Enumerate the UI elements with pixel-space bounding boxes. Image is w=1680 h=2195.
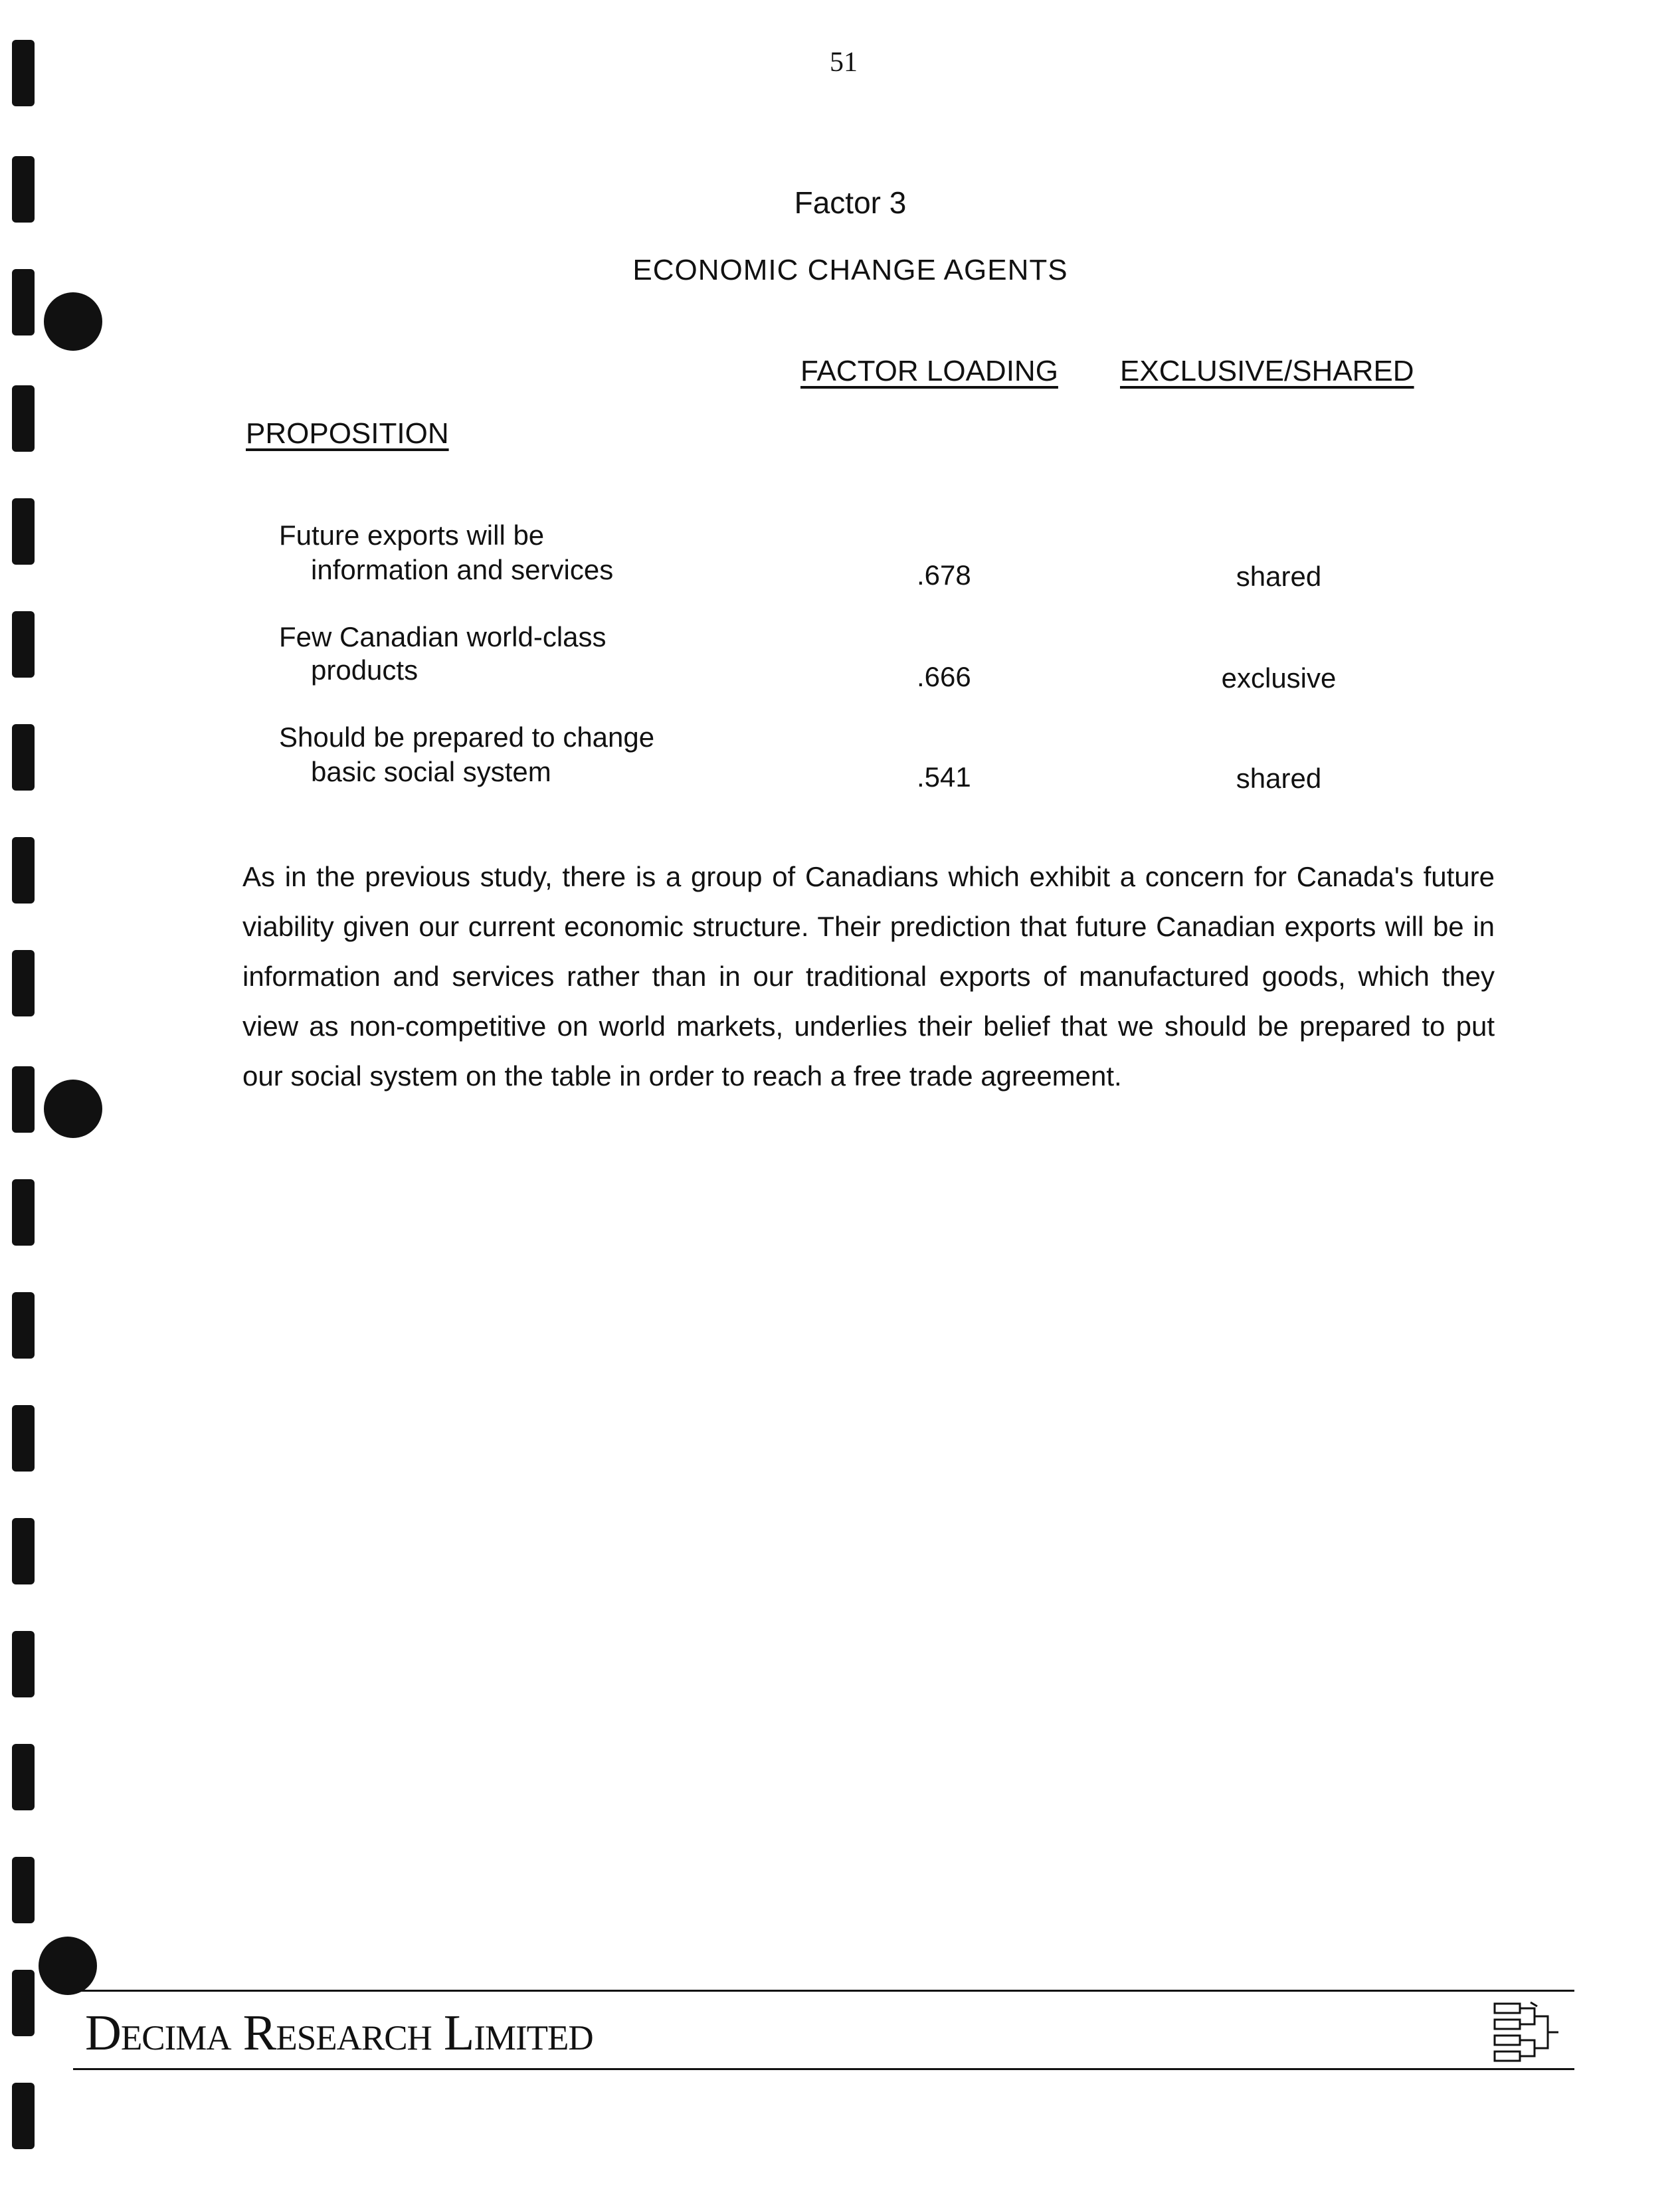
exclusive-shared-value: shared: [1236, 561, 1322, 592]
proposition-line: Few Canadian world-class: [279, 621, 607, 652]
binding-hole: [12, 1179, 35, 1246]
binding-hole: [12, 40, 35, 106]
proposition-line: information and services: [311, 554, 614, 585]
binding-dot: [39, 1937, 97, 1995]
binding-hole: [12, 1292, 35, 1359]
binding-hole: [12, 1405, 35, 1472]
binding-hole: [12, 1970, 35, 2036]
binding-hole: [12, 950, 35, 1016]
proposition-line: products: [311, 654, 419, 686]
factor-loading-value: .678: [917, 559, 971, 591]
factor-title: Factor 3: [794, 185, 907, 220]
binding-hole: [12, 1518, 35, 1584]
decima-logo-icon: [1493, 2000, 1560, 2063]
column-header-exclusive-shared: EXCLUSIVE/SHARED: [1120, 355, 1414, 387]
proposition-line: basic social system: [311, 756, 551, 787]
binding-hole: [12, 2083, 35, 2149]
binding-hole: [12, 385, 35, 452]
binding-dot: [44, 1080, 102, 1138]
footer-rule-top: [73, 1990, 1574, 1992]
binding-hole: [12, 156, 35, 223]
table-row: [0, 520, 1680, 599]
column-header-proposition: PROPOSITION: [246, 417, 449, 450]
binding-hole: [12, 837, 35, 904]
factor-loading-value: .666: [917, 661, 971, 692]
binding-hole: [12, 1631, 35, 1697]
body-paragraph: As in the previous study, there is a group of Canadians which exhibit a concern for Canada's future viability given our current economic structure. Their prediction that future Canadian exports will be in information and services rather than in our traditional exports of manufactured goods, which they view as non-competitive on world markets, underlies their belief that we should be prepared to put our social system on the table in order to reach a free trade agreement.: [242, 861, 1495, 1092]
footer-rule-bottom: [73, 2068, 1574, 2070]
proposition-line: Future exports will be: [279, 520, 545, 551]
column-header-factor-loading: FACTOR LOADING: [800, 355, 1058, 387]
binding-hole: [12, 1066, 35, 1133]
proposition-line: Should be prepared to change: [279, 721, 655, 753]
table-row: [0, 621, 1680, 701]
binding-dot: [44, 292, 102, 351]
section-title: ECONOMIC CHANGE AGENTS: [632, 254, 1068, 286]
footer-brand: Decima Research Limited: [85, 2005, 593, 2061]
exclusive-shared-value: exclusive: [1221, 662, 1337, 694]
table-row: [0, 721, 1680, 801]
binding-hole: [12, 269, 35, 335]
page-number: 51: [830, 47, 858, 78]
exclusive-shared-value: shared: [1236, 763, 1322, 794]
factor-loading-value: .541: [917, 761, 971, 793]
binding-holes: [12, 40, 39, 2166]
binding-hole: [12, 1744, 35, 1810]
binding-hole: [12, 1857, 35, 1923]
